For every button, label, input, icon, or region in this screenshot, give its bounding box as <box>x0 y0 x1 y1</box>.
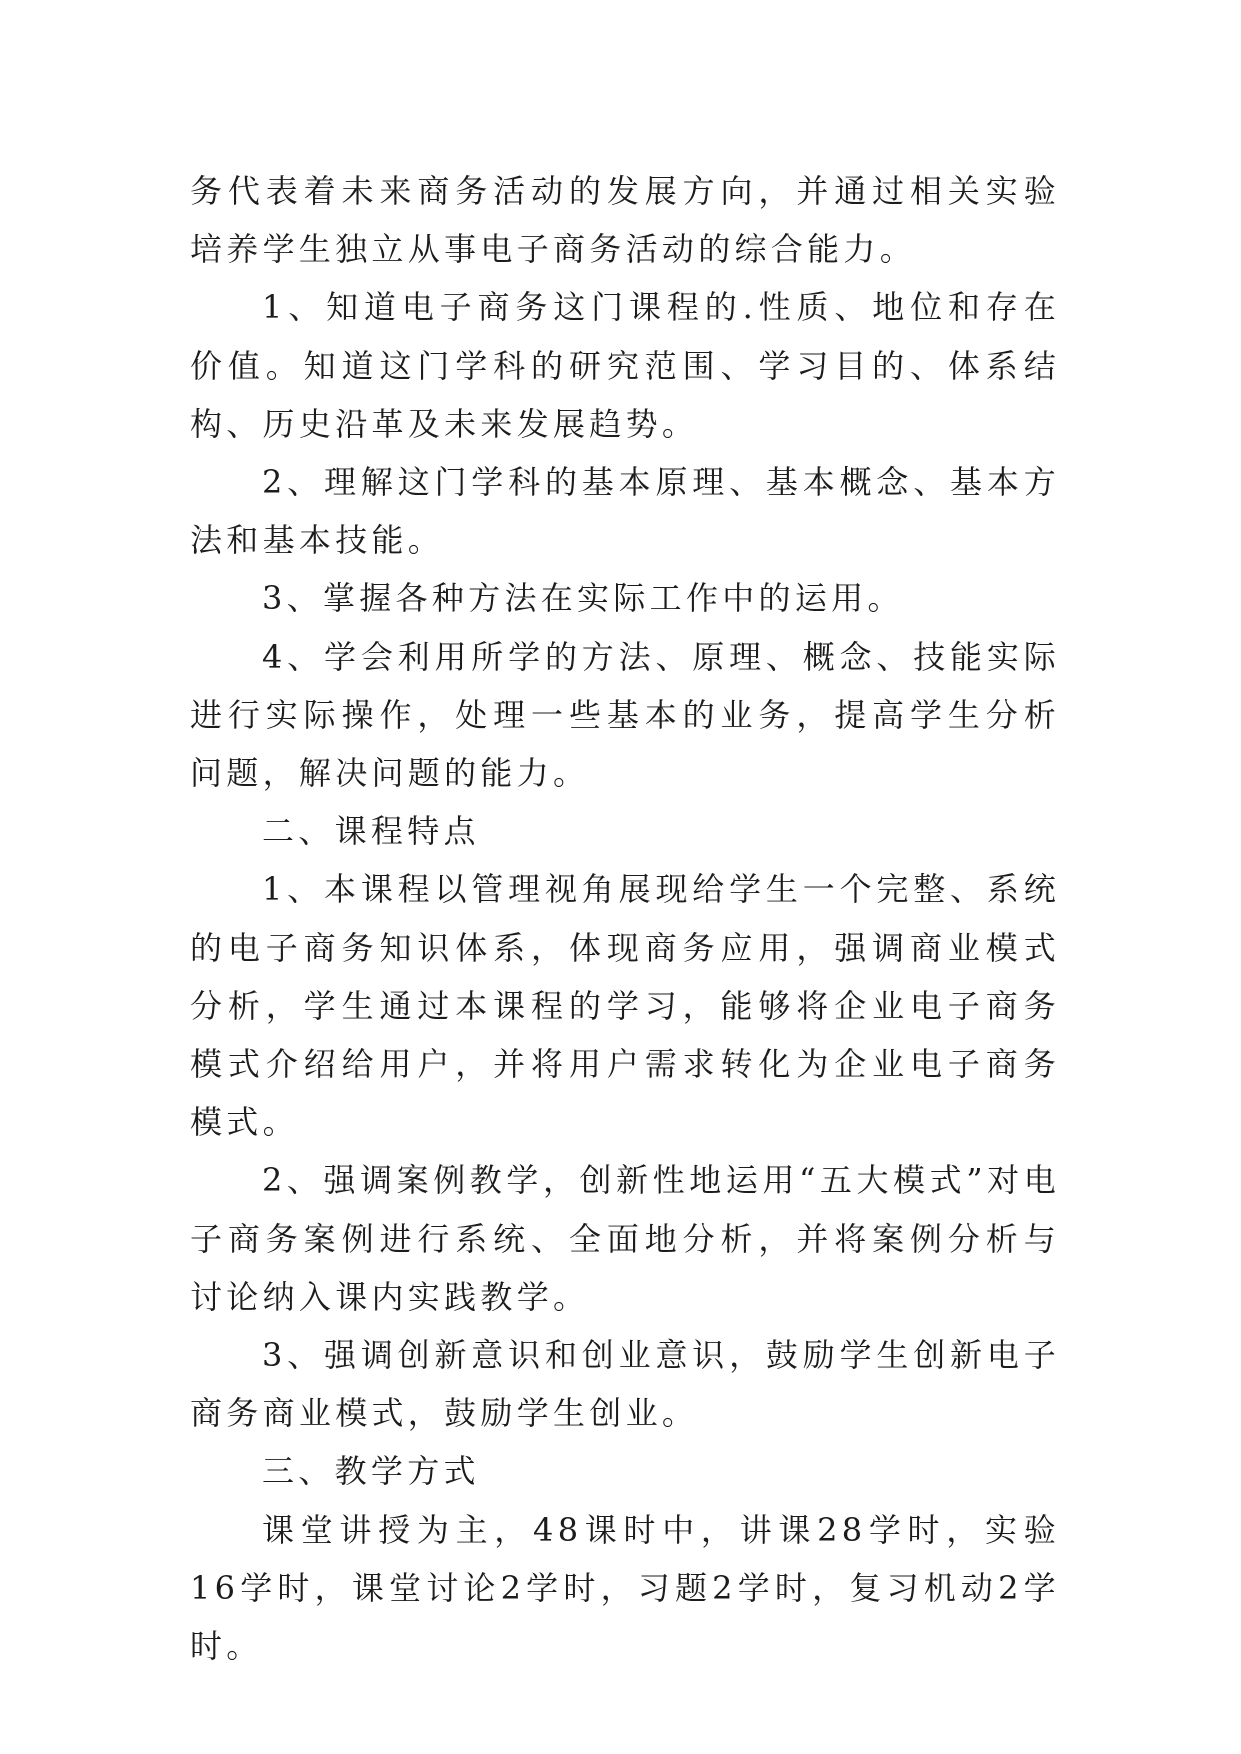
paragraph-feature-1: 1、本课程以管理视角展现给学生一个完整、系统的电子商务知识体系，体现商务应用，强调商业模式分析，学生通过本课程的学习，能够将企业电子商务模式介绍给用户，并将用户需求转化为企业电子商务模式。 <box>190 870 1060 1142</box>
document-body <box>190 162 1060 1675</box>
paragraph-feature-3: 3、强调创新意识和创业意识，鼓励学生创新电子商务商业模式，鼓励学生创业。 <box>190 1336 1060 1433</box>
paragraph-continuation: 务代表着未来商务活动的发展方向，并通过相关实验培养学生独立从事电子商务活动的综合能力。 <box>190 172 1060 269</box>
paragraph-objective-4: 4、学会利用所学的方法、原理、概念、技能实际进行实际操作，处理一些基本的业务，提高学生分析问题，解决问题的能力。 <box>190 637 1060 793</box>
paragraph-feature-2: 2、强调案例教学，创新性地运用“五大模式”对电子商务案例进行系统、全面地分析，并将案例分析与讨论纳入课内实践教学。 <box>190 1161 1060 1316</box>
section-heading-teaching-method: 三、教学方式 <box>262 1452 480 1491</box>
paragraph-objective-3: 3、掌握各种方法在实际工作中的运用。 <box>262 579 904 618</box>
paragraph-teaching-method: 课堂讲授为主，48课时中，讲课28学时，实验16学时，课堂讨论2学时，习题2学时，复习机动2学时。 <box>190 1510 1060 1666</box>
section-heading-course-features: 二、课程特点 <box>262 812 480 851</box>
paragraph-objective-2: 2、理解这门学科的基本原理、基本概念、基本方法和基本技能。 <box>190 463 1060 560</box>
paragraph-objective-1: 1、知道电子商务这门课程的.性质、地位和存在价值。知道这门学科的研究范围、学习目的、体系结构、历史沿革及未来发展趋势。 <box>190 288 1060 443</box>
